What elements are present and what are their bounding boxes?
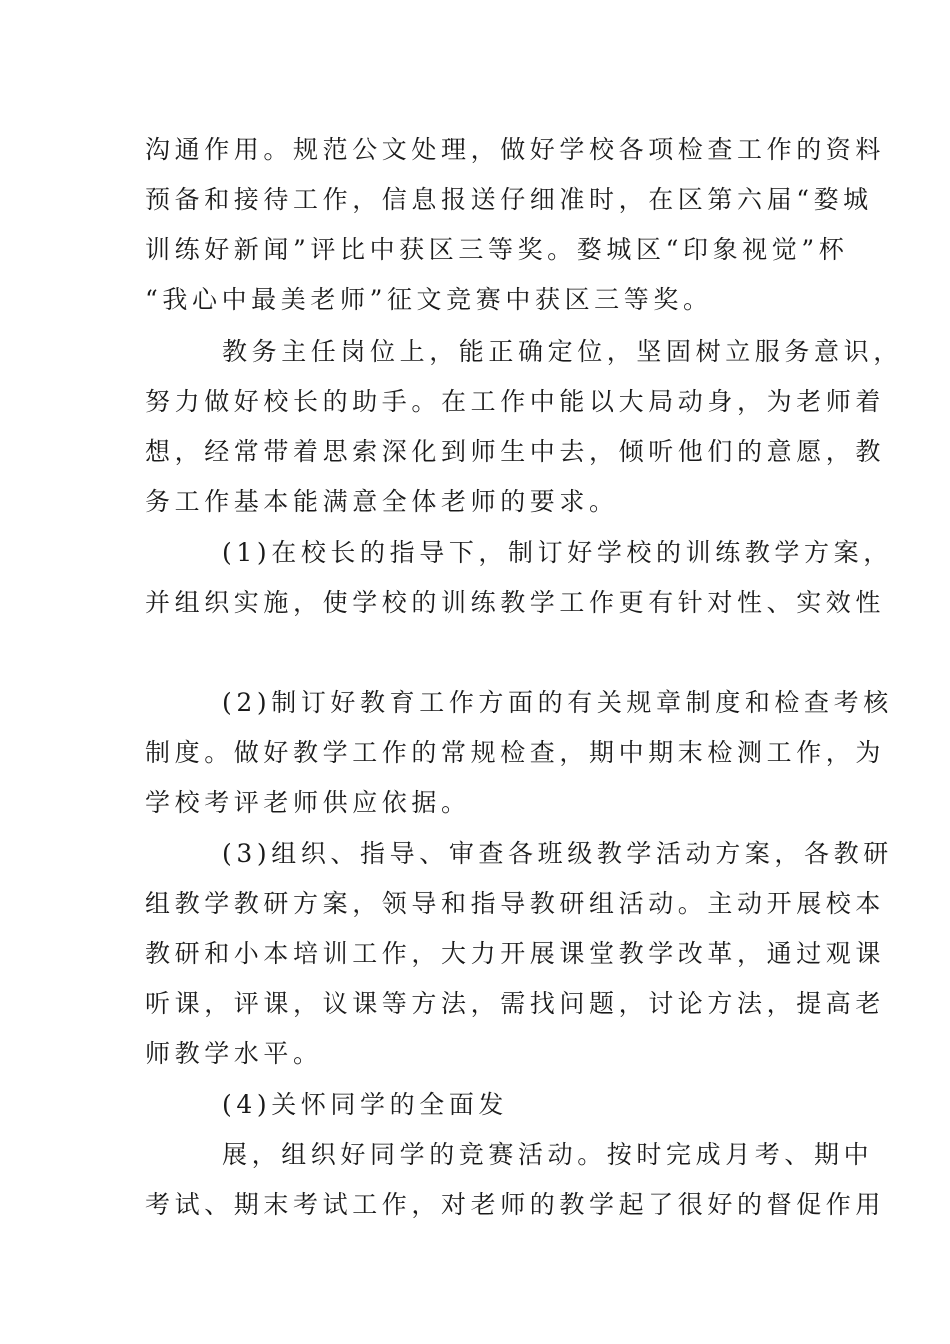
list-item-1-line: (1)在校长的指导下，制订好学校的训练教学方案，: [222, 538, 893, 567]
text-line: “我心中最美老师”征文竞赛中获区三等奖。: [145, 285, 713, 314]
paragraph-start-line: 教务主任岗位上，能正确定位，坚固树立服务意识，: [222, 337, 903, 366]
text-line: 并组织实施，使学校的训练教学工作更有针对性、实效性: [145, 588, 886, 617]
text-line: 师教学水平。: [145, 1039, 323, 1068]
list-item-4-line: (4)关怀同学的全面发: [222, 1090, 509, 1119]
text-line: 沟通作用。规范公文处理，做好学校各项检查工作的资料: [145, 135, 886, 164]
text-line: 听课，评课，议课等方法，需找问题，讨论方法，提高老: [145, 989, 886, 1018]
text-line: 制度。做好教学工作的常规检查，期中期末检测工作，为: [145, 738, 886, 767]
text-line: 训练好新闻”评比中获区三等奖。婺城区“印象视觉”杯: [145, 235, 849, 264]
text-line: 教研和小本培训工作，大力开展课堂教学改革，通过观课: [145, 939, 886, 968]
text-line: 展，组织好同学的竞赛活动。按时完成月考、期中: [222, 1140, 874, 1169]
text-line: 努力做好校长的助手。在工作中能以大局动身，为老师着: [145, 387, 886, 416]
text-line: 考试、期末考试工作，对老师的教学起了很好的督促作用: [145, 1190, 886, 1219]
text-line: 组教学教研方案，领导和指导教研组活动。主动开展校本: [145, 889, 886, 918]
text-line: 想，经常带着思索深化到师生中去，倾听他们的意愿，教: [145, 437, 886, 466]
list-item-2-line: (2)制订好教育工作方面的有关规章制度和检查考核: [222, 688, 893, 717]
list-item-3-line: (3)组织、指导、审查各班级教学活动方案，各教研: [222, 839, 893, 868]
text-line: 务工作基本能满意全体老师的要求。: [145, 487, 619, 516]
text-line: 学校考评老师供应依据。: [145, 788, 471, 817]
text-line: 预备和接待工作，信息报送仔细准时，在区第六届“婺城: [145, 185, 873, 214]
